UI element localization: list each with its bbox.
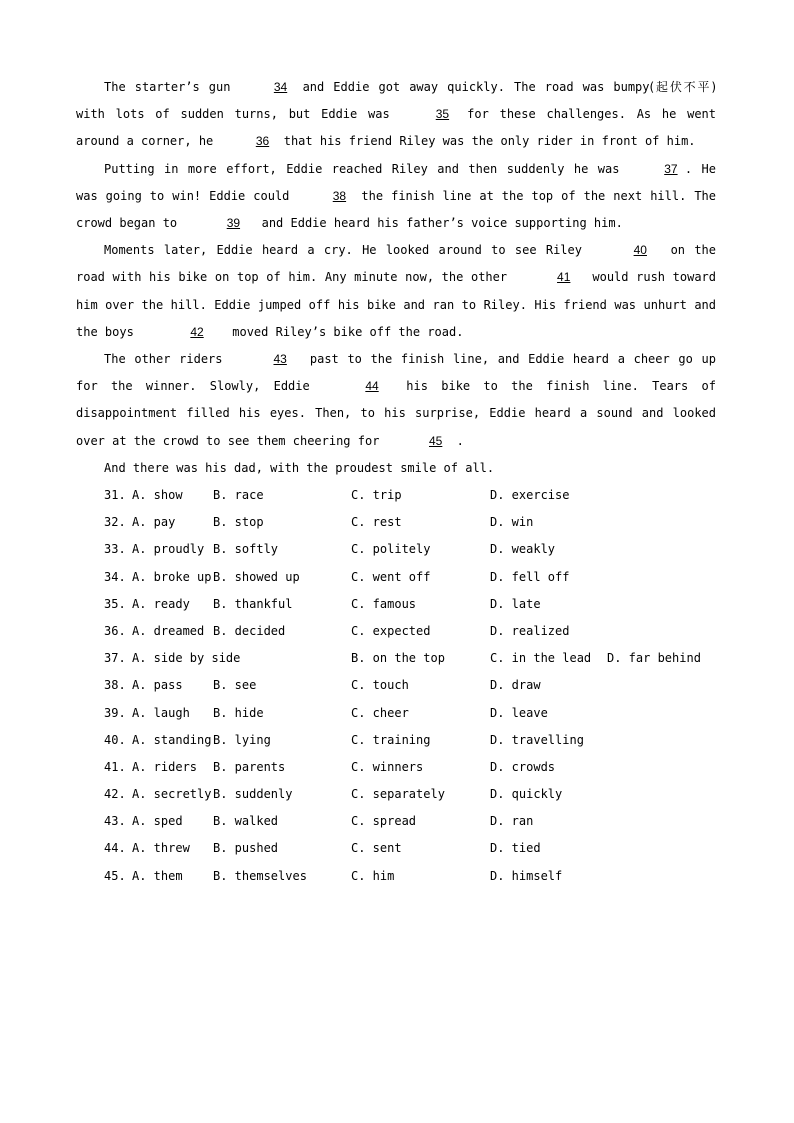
- passage-paragraph-3: [76, 237, 716, 346]
- option-a: A. ready: [132, 596, 190, 611]
- question-number: 32.: [104, 515, 126, 530]
- option-b: B. parents: [213, 759, 286, 774]
- question-number: 37.: [104, 651, 126, 666]
- option-d: D. far behind: [607, 651, 701, 666]
- option-a: A. show: [132, 488, 183, 503]
- question-number: 40.: [104, 732, 126, 747]
- question-42: [76, 781, 716, 808]
- question-35: [76, 591, 716, 618]
- option-c: C. expected: [351, 623, 431, 638]
- question-43: [76, 808, 716, 835]
- text: for these challenges. As he went around a corner, he: [76, 107, 716, 149]
- text: The other riders: [104, 352, 232, 367]
- option-c: C. trip: [351, 488, 402, 503]
- option-b: B. themselves: [213, 868, 307, 883]
- text: The starter’s gun: [104, 80, 240, 94]
- blank-35: 35: [435, 107, 450, 122]
- chinese-gloss: (起伏不平): [649, 80, 717, 94]
- passage-paragraph-2: [76, 156, 716, 238]
- option-a: A. threw: [132, 841, 190, 856]
- option-b: B. lying: [213, 732, 271, 747]
- option-b: B. pushed: [213, 841, 279, 856]
- option-c: C. cheer: [351, 705, 409, 720]
- text: . He was going to win! Eddie could: [76, 161, 717, 203]
- option-a: A. sped: [132, 814, 183, 829]
- option-b: B. suddenly: [213, 787, 293, 802]
- question-number: 41.: [104, 759, 126, 774]
- question-number: 36.: [104, 623, 126, 638]
- option-a: A. side by side: [132, 651, 241, 666]
- text: and Eddie heard his father’s voice supporting him.: [254, 216, 623, 231]
- passage-paragraph-4: [76, 346, 716, 455]
- option-b: B. showed up: [213, 569, 300, 584]
- text: and Eddie got away quickly. The road was bumpy: [293, 80, 650, 94]
- question-number: 43.: [104, 814, 126, 829]
- blank-42: 42: [190, 324, 204, 339]
- question-31: [76, 482, 716, 509]
- text: Putting in more effort, Eddie reached Riley and then suddenly he was: [104, 161, 629, 176]
- blank-37: 37: [664, 161, 678, 176]
- option-b: B. softly: [213, 542, 279, 557]
- option-b: B. walked: [213, 814, 279, 829]
- blank-38: 38: [332, 188, 347, 203]
- option-a: A. secretly: [132, 787, 212, 802]
- option-d: D. ran: [490, 814, 534, 829]
- option-b: B. decided: [213, 623, 286, 638]
- blank-39: 39: [226, 216, 241, 231]
- question-37: [76, 645, 716, 672]
- blank-41: 41: [557, 270, 571, 285]
- question-45: [76, 863, 716, 890]
- text: would rush toward him over the hill. Eddie jumped off his bike and ran to Riley. His friend was unhurt and the boys: [76, 270, 716, 339]
- question-number: 39.: [104, 705, 126, 720]
- option-b: B. race: [213, 488, 264, 503]
- option-c: C. rest: [351, 515, 402, 530]
- text: that his friend Riley was the only rider in front of him.: [276, 134, 696, 149]
- option-d: D. draw: [490, 678, 541, 693]
- passage-paragraph-1: [76, 74, 716, 156]
- question-number: 33.: [104, 542, 126, 557]
- question-39: [76, 700, 716, 727]
- option-d: D. realized: [490, 623, 570, 638]
- blank-44: 44: [365, 379, 379, 394]
- question-number: 42.: [104, 787, 126, 802]
- option-d: D. quickly: [490, 787, 563, 802]
- option-d: D. tied: [490, 841, 541, 856]
- option-a: A. riders: [132, 759, 198, 774]
- option-d: D. late: [490, 596, 541, 611]
- text: his bike to the finish line. Tears of disappointment filled his eyes. Then, to his surprise, Eddie heard a sound and looked over at the crowd to see them cheering for: [76, 379, 716, 448]
- option-d: D. himself: [490, 868, 563, 883]
- option-b: B. hide: [213, 705, 264, 720]
- option-c: C. touch: [351, 678, 409, 693]
- question-34: [76, 564, 716, 591]
- question-number: 31.: [104, 488, 126, 503]
- option-a: A. laugh: [132, 705, 190, 720]
- question-38: [76, 672, 716, 699]
- blank-43: 43: [273, 352, 287, 367]
- question-41: [76, 754, 716, 781]
- text: .: [456, 433, 464, 448]
- text: Moments later, Eddie heard a cry. He looked around to see Riley: [104, 243, 592, 258]
- blank-40: 40: [633, 243, 647, 258]
- option-b: B. see: [213, 678, 257, 693]
- worksheet-page: [76, 74, 716, 890]
- option-d: D. win: [490, 515, 534, 530]
- option-b: B. on the top: [351, 651, 445, 666]
- option-c: C. went off: [351, 569, 431, 584]
- option-d: D. leave: [490, 705, 548, 720]
- question-44: [76, 835, 716, 862]
- blank-45: 45: [428, 433, 443, 448]
- passage-paragraph-5: And there was his dad, with the proudest smile of all.: [104, 460, 495, 475]
- option-d: D. weakly: [490, 542, 556, 557]
- option-c: C. him: [351, 868, 395, 883]
- question-33: [76, 536, 716, 563]
- text: past to the finish line, and Eddie heard a cheer go up for the winner. Slowly, Eddie: [76, 352, 716, 394]
- option-c: C. sent: [351, 841, 402, 856]
- option-b: B. stop: [213, 515, 264, 530]
- question-number: 45.: [104, 868, 126, 883]
- text: on the road with his bike on top of him. Any minute now, the other: [76, 243, 717, 285]
- question-options: [76, 482, 716, 890]
- option-d: D. fell off: [490, 569, 570, 584]
- blank-36: 36: [255, 134, 270, 149]
- option-a: A. them: [132, 868, 183, 883]
- option-a: A. standing: [132, 732, 212, 747]
- option-c: C. famous: [351, 596, 417, 611]
- option-a: A. proudly: [132, 542, 205, 557]
- option-c: C. separately: [351, 787, 445, 802]
- option-c: C. winners: [351, 759, 424, 774]
- option-b: B. thankful: [213, 596, 293, 611]
- text: with lots of sudden turns, but Eddie was: [76, 107, 401, 122]
- question-number: 34.: [104, 569, 126, 584]
- question-36: [76, 618, 716, 645]
- option-c: C. in the lead: [490, 651, 592, 666]
- text: moved Riley’s bike off the road.: [225, 324, 464, 339]
- option-a: A. broke up: [132, 569, 212, 584]
- option-a: A. dreamed: [132, 623, 205, 638]
- option-d: D. crowds: [490, 759, 556, 774]
- question-number: 38.: [104, 678, 126, 693]
- option-c: C. politely: [351, 542, 431, 557]
- option-c: C. training: [351, 732, 431, 747]
- text: the finish line at the top of the next hill. The crowd began to: [76, 188, 716, 231]
- option-d: D. travelling: [490, 732, 584, 747]
- question-32: [76, 509, 716, 536]
- blank-34: 34: [273, 80, 288, 94]
- question-40: [76, 727, 716, 754]
- question-number: 44.: [104, 841, 126, 856]
- question-number: 35.: [104, 596, 126, 611]
- option-a: A. pay: [132, 515, 176, 530]
- option-a: A. pass: [132, 678, 183, 693]
- option-c: C. spread: [351, 814, 417, 829]
- option-d: D. exercise: [490, 488, 570, 503]
